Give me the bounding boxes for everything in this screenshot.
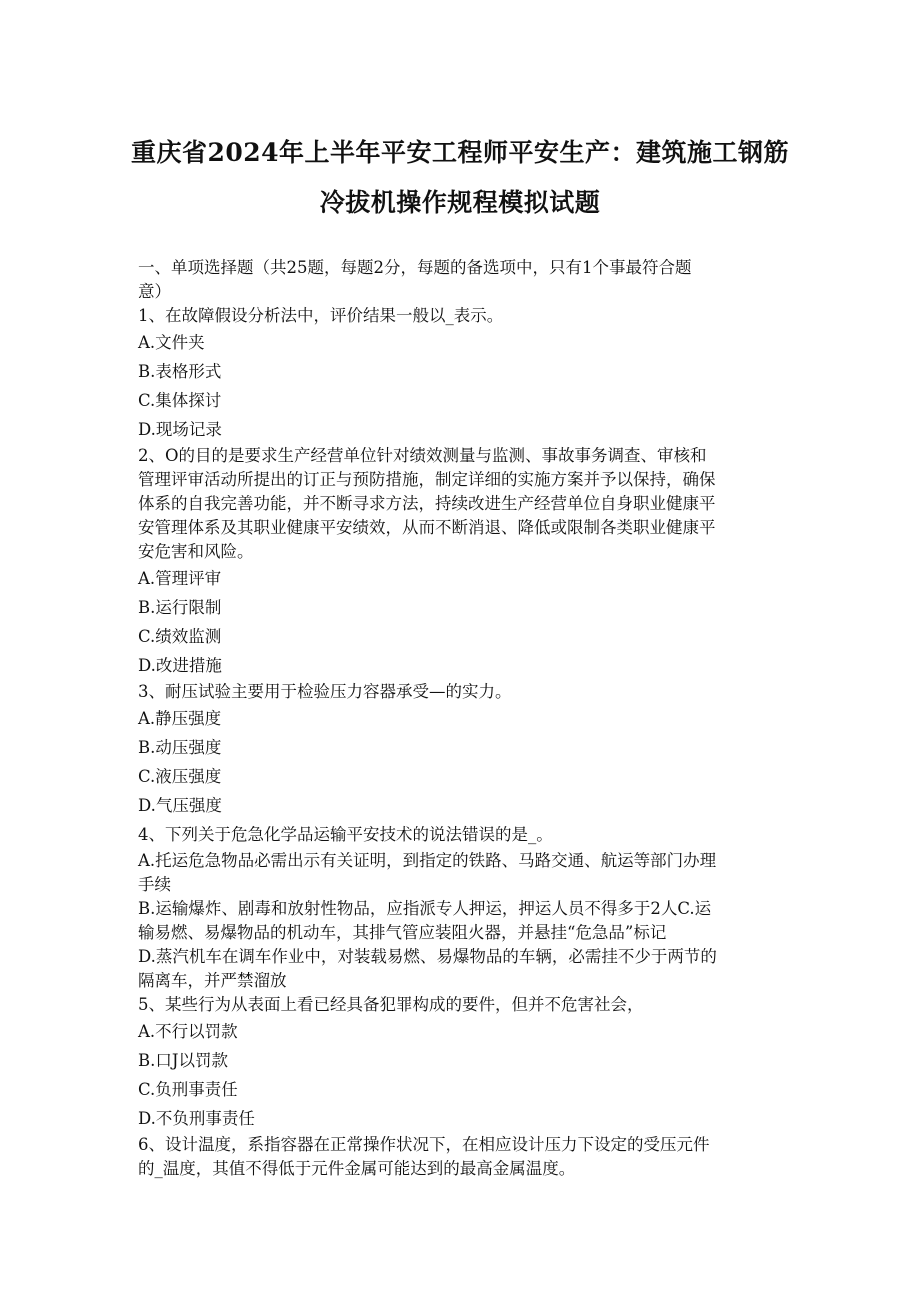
option-a: A.静压强度 bbox=[138, 709, 222, 728]
question-stem-line: 6、设计温度，系指容器在正常操作状况下，在相应设计压力下设定的受压元件 bbox=[138, 1135, 710, 1154]
option-line: 隔离车，并严禁溜放 bbox=[138, 971, 287, 990]
option-b: B.动压强度 bbox=[138, 738, 222, 757]
question-stem-line: 安管理体系及其职业健康平安绩效，从而不断消退、降低或限制各类职业健康平 bbox=[138, 518, 716, 537]
option-line: D.蒸汽机车在调车作业中，对装载易燃、易爆物品的车辆，必需挂不少于两节的 bbox=[138, 947, 717, 966]
option-d: D.现场记录 bbox=[138, 420, 222, 439]
option-c: C.绩效监测 bbox=[138, 627, 222, 646]
option-b: B.运行限制 bbox=[138, 598, 222, 617]
question-stem: 3、耐压试验主要用于检验压力容器承受—的实力。 bbox=[138, 682, 512, 701]
question-stem: 5、某些行为从表面上看已经具备犯罪构成的要件，但并不危害社会， bbox=[138, 995, 644, 1014]
option-a: A.管理评审 bbox=[138, 569, 222, 588]
option-d: D.气压强度 bbox=[138, 796, 222, 815]
option-b: B.表格形式 bbox=[138, 362, 222, 381]
option-line: 手续 bbox=[138, 875, 171, 894]
section-heading-line-1: 一、单项选择题（共25题，每题2分，每题的备选项中，只有1个事最符合题 bbox=[138, 258, 692, 277]
question-2 bbox=[138, 444, 788, 680]
option-c: C.负刑事责任 bbox=[138, 1080, 238, 1099]
document-body bbox=[138, 256, 788, 1181]
question-stem-line: 的_温度，其值不得低于元件金属可能达到的最高金属温度。 bbox=[138, 1159, 576, 1178]
question-stem-line: 体系的自我完善功能，并不断寻求方法，持续改进生产经营单位自身职业健康平 bbox=[138, 494, 716, 513]
option-d: D.不负刑事责任 bbox=[138, 1109, 255, 1128]
question-4 bbox=[138, 820, 788, 993]
question-stem: 4、下列关于危急化学品运输平安技术的说法错误的是_。 bbox=[138, 825, 553, 844]
option-a: A.不行以罚款 bbox=[138, 1022, 238, 1041]
document-title-line-2: 冷拔机操作规程模拟试题 bbox=[319, 188, 601, 217]
option-a: A.文件夹 bbox=[138, 333, 205, 352]
question-5 bbox=[138, 993, 788, 1133]
option-line: 输易燃、易爆物品的机动车，其排气管应装阻火器，并悬挂“危急品”标记 bbox=[138, 923, 667, 942]
document-title-line-1: 重庆省2024年上半年平安工程师平安生产：建筑施工钢筋 bbox=[130, 138, 790, 167]
option-line: A.托运危急物品必需出示有关证明，到指定的铁路、马路交通、航运等部门办理 bbox=[138, 851, 717, 870]
option-b: B.口J以罚款 bbox=[138, 1051, 228, 1070]
question-stem: 1、在故障假设分析法中，评价结果一般以_表示。 bbox=[138, 306, 504, 325]
option-c: C.集体探讨 bbox=[138, 391, 222, 410]
question-3 bbox=[138, 680, 788, 820]
section-heading-line-2: 意） bbox=[138, 282, 171, 301]
question-6 bbox=[138, 1133, 788, 1181]
option-line: B.运输爆炸、剧毒和放射性物品，应指派专人押运，押运人员不得多于2人C.运 bbox=[138, 899, 712, 918]
question-stem-line: 2、O的目的是要求生产经营单位针对绩效测量与监测、事故事务调查、审核和 bbox=[138, 446, 707, 465]
question-stem-line: 安危害和风险。 bbox=[138, 542, 254, 561]
question-stem-line: 管理评审活动所提出的订正与预防措施，制定详细的实施方案并予以保持，确保 bbox=[138, 470, 716, 489]
option-c: C.液压强度 bbox=[138, 767, 222, 786]
option-d: D.改进措施 bbox=[138, 656, 222, 675]
question-1 bbox=[138, 304, 788, 444]
